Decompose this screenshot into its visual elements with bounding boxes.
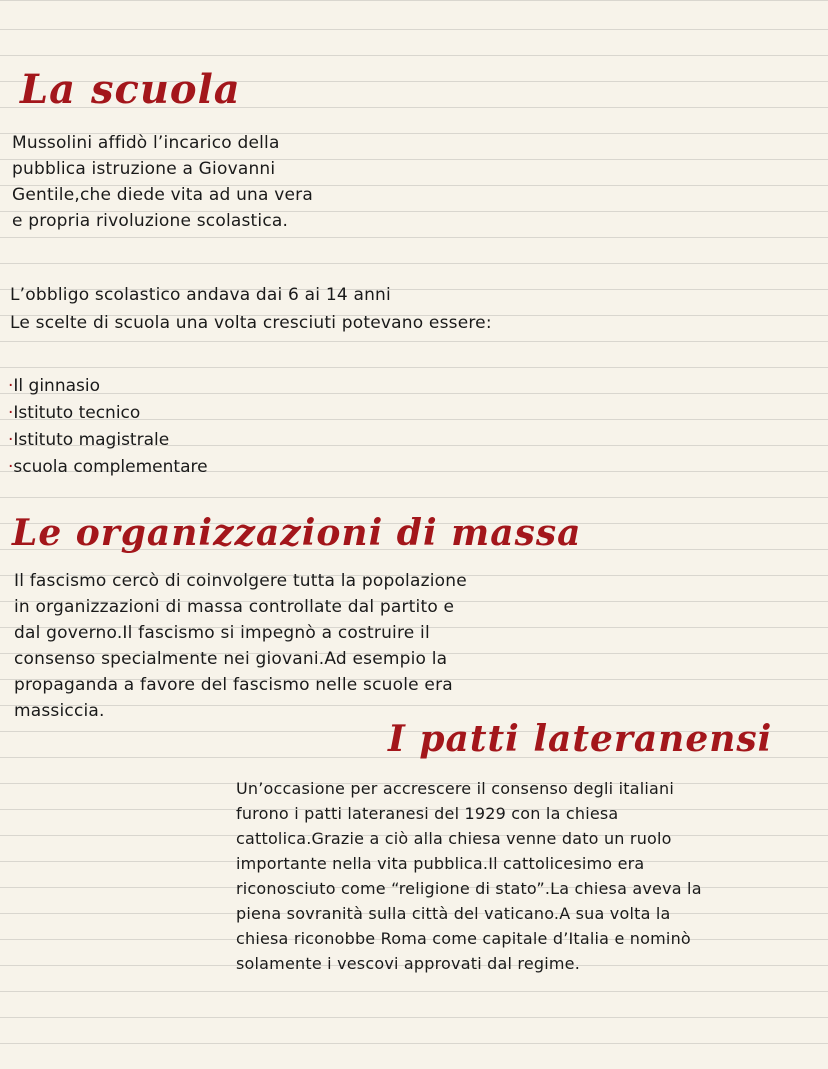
text-line: importante nella vita pubblica.Il cattolicesimo era <box>236 854 645 873</box>
text-line: Mussolini affidò l’incarico della <box>12 133 280 153</box>
bullet-dot: · <box>8 430 14 450</box>
text-line: Le scelte di scuola una volta cresciuti potevano essere: <box>10 313 492 333</box>
list-item-label: Istituto tecnico <box>13 403 141 423</box>
list-item-label: Istituto magistrale <box>13 430 170 450</box>
paragraph-organizzazioni <box>14 568 467 724</box>
text-line: dal governo.Il fascismo si impegnò a costruire il <box>14 623 430 643</box>
text-line: propaganda a favore del fascismo nelle scuole era <box>14 675 453 695</box>
heading-organizzazioni-di-massa: Le organizzazioni di massa <box>12 512 582 554</box>
text-line: riconosciuto come “religione di stato”.La chiesa aveva la <box>236 879 702 898</box>
text-line: Gentile,che diede vita ad una vera <box>12 185 313 205</box>
paragraph-obbligo-scolastico <box>10 282 492 336</box>
heading-la-scuola: La scuola <box>20 66 241 113</box>
list-item-label: scuola complementare <box>13 457 208 477</box>
list-item-label: Il ginnasio <box>13 376 101 396</box>
text-line: in organizzazioni di massa controllate dal partito e <box>14 597 455 617</box>
paragraph-scuola-intro <box>12 130 313 234</box>
text-line: massiccia. <box>14 701 105 721</box>
list-item <box>8 427 208 454</box>
school-choices-list <box>8 373 208 481</box>
text-line: cattolica.Grazie a ciò alla chiesa venne dato un ruolo <box>236 829 672 848</box>
text-line: furono i patti lateranesi del 1929 con la chiesa <box>236 804 619 823</box>
text-line: Un’occasione per accrescere il consenso degli italiani <box>236 779 675 798</box>
text-line: chiesa riconobbe Roma come capitale d’Italia e nominò <box>236 929 691 948</box>
bullet-dot: · <box>8 457 14 477</box>
bullet-dot: · <box>8 376 14 396</box>
list-item <box>8 373 208 400</box>
text-line: Il fascismo cercò di coinvolgere tutta la popolazione <box>14 571 467 591</box>
text-line: e propria rivoluzione scolastica. <box>12 211 289 231</box>
list-item <box>8 400 208 427</box>
text-line: pubblica istruzione a Giovanni <box>12 159 276 179</box>
text-line: piena sovranità sulla città del vaticano.A sua volta la <box>236 904 671 923</box>
text-line: consenso specialmente nei giovani.Ad esempio la <box>14 649 448 669</box>
text-line: solamente i vescovi approvati dal regime. <box>236 954 581 973</box>
bullet-dot: · <box>8 403 14 423</box>
heading-patti-lateranensi: I patti lateranensi <box>388 718 773 760</box>
paragraph-patti-lateranensi <box>236 776 702 976</box>
list-item <box>8 454 208 481</box>
text-line: L’obbligo scolastico andava dai 6 ai 14 anni <box>10 285 391 305</box>
